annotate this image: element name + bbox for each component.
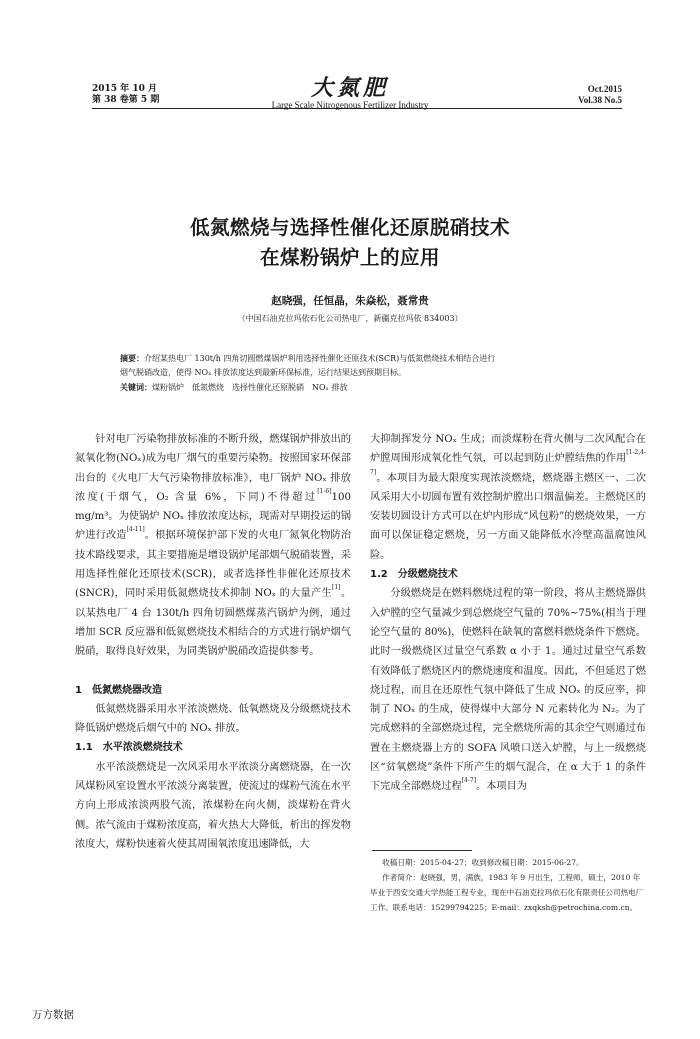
issue-date-en: Oct.2015 bbox=[587, 84, 622, 94]
volume-issue: 第 38 卷第 5 期 bbox=[92, 95, 160, 105]
header-divider bbox=[92, 108, 622, 109]
issue-date: 2015 年 10 月 bbox=[92, 84, 157, 94]
section1-1-paragraph: 水平浓淡燃烧是一次风采用水平浓淡分离燃烧器，在一次风煤粉风室设置水平浓淡分离装置，使流过的煤粉气流在水平方向上形成浓淡两股气流，浓煤粉在向火侧，淡煤粉在背火侧。浓气流由于煤粉浓度高，着火热大大降低，析出的挥发物浓度大，煤粉快速着火使其周围氧浓度迅速降低，大 bbox=[75, 761, 351, 850]
section1-paragraph: 低氮燃烧器采用水平浓淡燃烧、低氧燃烧及分级燃烧技术降低锅炉燃烧后烟气中的 NOₓ 排放。 bbox=[75, 703, 351, 735]
citation: [1-6] bbox=[317, 487, 332, 495]
citation: [1] bbox=[332, 584, 341, 592]
section-heading-1: 1 低氮燃烧器改造 bbox=[75, 684, 162, 696]
continued-paragraph: 大抑制挥发分 NOₓ 生成；而淡煤粉在背火侧与二次风配合在炉膛周围形成氧化性气氛，可以起到防止炉膛结焦的作用[1-2,4-7]。本项目为最大限度实现浓淡燃烧，燃烧器主燃区一、二次风采用大小切圆布置有效控制炉膛出口烟温偏差。主燃烧区的安装切圆设计方式可以在炉内形成“风包粉”的燃烧效果，一方面可以保证稳定燃烧，另一方面又能降低水冷壁高温腐蚀风险。 bbox=[370, 434, 646, 561]
footnote-divider bbox=[372, 850, 472, 851]
abstract-label: 摘要： bbox=[120, 353, 144, 363]
journal-name-en: Large Scale Nitrogenous Fertilizer Industry bbox=[271, 100, 429, 110]
intro-paragraph: 针对电厂污染物排放标准的不断升级，燃煤锅炉排放出的氮氧化物(NOₓ)成为电厂烟气的重要污染物。按照国家环保部出台的《火电厂大气污染物排放标准》，电厂锅炉 NOₓ 排放浓度(干烟气，O₂ 含量 6%，下同)不得超过[1-6]100 mg/m³。为使锅炉 NOₓ 排放浓度达标，现需对早期投运的锅炉进行改造[4-11]。根据环境保护部下发的火电厂氮氧化物防治技术路线要求，其主要措施是增设锅炉尾部烟气脱硝装置，采用选择性催化还原技术(SCR)，或者选择性非催化还原技术(SNCR)，同时采用低氮燃烧技术抑制 NOₓ 的大量产生[1]。以某热电厂 4 台 130t/h 四角切圆燃煤蒸汽锅炉为例，通过增加 SCR 反应器和低氮燃烧技术相结合的方式进行锅炉烟气脱硝，取得良好效果，为同类锅炉脱硝改造提供参考。 bbox=[75, 434, 352, 658]
received-date: 收稿日期：2015-04-27；收到修改稿日期：2015-06-27。 bbox=[382, 858, 584, 867]
paper-title-line1: 低氮燃烧与选择性催化还原脱硝技术 bbox=[189, 216, 510, 239]
section-heading-1-1: 1.1 水平浓淡燃烧技术 bbox=[75, 742, 183, 754]
volume-issue-en: Vol.38 No.5 bbox=[578, 95, 622, 105]
citation: [4-11] bbox=[126, 526, 145, 534]
abstract-line2: 烟气脱硝改造，使得 NOₓ 排放浓度达到最新环保标准，运行结果达到预期目标。 bbox=[120, 368, 407, 377]
keywords-label: 关键词： bbox=[120, 382, 152, 392]
abstract-line1: 摘要：介绍某热电厂 130t/h 四角切圆燃煤锅炉利用选择性催化还原技术(SCR)与低氮燃烧技术相结合进行 bbox=[120, 353, 496, 363]
section-heading-1-2: 1.2 分级燃烧技术 bbox=[370, 569, 458, 581]
journal-logo: 大氮肥 bbox=[310, 75, 389, 101]
paper-title-line2: 在煤粉锅炉上的应用 bbox=[259, 246, 440, 269]
section1-2-paragraph: 分级燃烧是在燃料燃烧过程的第一阶段，将从主燃烧器供入炉膛的空气量减少到总燃烧空气量的 70%~75%(相当于理论空气量的 80%)，使燃料在缺氧的富燃料燃烧条件下燃烧。此时一级燃烧区过量空气系数 α 小于 1。通过过量空气系数有效降低了燃烧区内的燃烧速度和温度。因此，不但延迟了燃烧过程，而且在还原性气氛中降低了生成 NOₓ 的反应率，抑制了 NOₓ 的生成，使得煤中大部分 N 元素转化为 N₂。为了完成燃料的全部燃烧过程，完全燃烧所需的其余空气则通过布置在主燃烧器上方的 SOFA 风喷口送入炉膛，与上一级燃烧区“贫氧燃烧”条件下所产生的烟气混合，在 α 大于 1 的条件下完成全部燃烧过程[4-7]。本项目为 bbox=[370, 588, 646, 793]
body-column-right bbox=[370, 430, 646, 797]
affiliation: （中国石油克拉玛依石化公司热电厂，新疆克拉玛依 834003） bbox=[237, 314, 463, 323]
citation: [4-7] bbox=[461, 777, 477, 785]
authors: 赵晓强，任恒晶，朱焱松，聂常贵 bbox=[271, 295, 429, 307]
footnotes bbox=[370, 855, 647, 915]
abstract-block bbox=[120, 351, 604, 395]
author-bio: 作者简介：赵晓强，男，满族，1983 年 9 月出生，工程师，硕士，2010 年毕业于西安交通大学热能工程专业，现在中石油克拉玛依石化有限责任公司热电厂工作。联系电话：15299794225；E-mail：zxqksh@petrochina.com.cn。 bbox=[370, 873, 644, 912]
citation: [1-2,4-7] bbox=[370, 449, 646, 476]
watermark-footer: 万方数据 bbox=[32, 1009, 74, 1021]
keywords: 关键词：煤粉锅炉 低氮燃烧 选择性催化还原脱硝 NOₓ 排放 bbox=[120, 382, 348, 392]
issue-date-en-block bbox=[578, 84, 622, 106]
body-column-left bbox=[75, 430, 351, 854]
